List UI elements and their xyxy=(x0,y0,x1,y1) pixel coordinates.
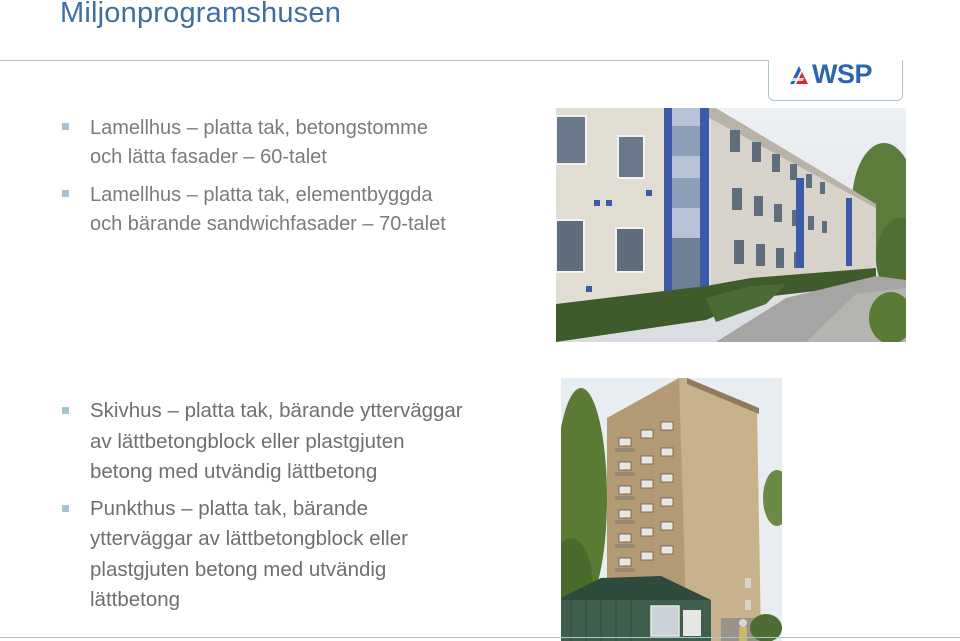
bullet-line: ytterväggar av lättbetongblock eller xyxy=(90,527,408,550)
bullet-line: av lättbetongblock eller plastgjuten xyxy=(90,429,405,453)
bullet-line: Punkthus – platta tak, bärande xyxy=(90,496,369,520)
bullet-square-icon xyxy=(62,407,69,414)
bottom-bullet-list xyxy=(62,396,463,622)
top-bullet-list xyxy=(62,114,446,248)
bullet-line: och lätta fasader – 60-talet xyxy=(90,146,327,168)
bullet-line: Skivhus – platta tak, bärande ytterväggar xyxy=(90,399,463,422)
bullet-line: plastgjuten betong med utvändig xyxy=(90,557,387,581)
list-item xyxy=(62,396,463,488)
wsp-logo-icon xyxy=(788,64,810,86)
footer-divider xyxy=(0,637,960,638)
header-divider xyxy=(0,60,768,61)
bullet-line: Lamellhus – platta tak, elementbyggda xyxy=(90,184,433,206)
lamellhus-photo xyxy=(556,108,906,342)
logo-text: WSP xyxy=(812,59,873,89)
bullet-line: betong med utvändig lättbetong xyxy=(90,460,378,483)
bullet-square-icon xyxy=(62,190,69,197)
slide-title: Miljonprogramshusen xyxy=(60,0,342,29)
bullet-line: lättbetong xyxy=(90,588,181,611)
bullet-square-icon xyxy=(62,505,69,512)
bullet-line: Lamellhus – platta tak, betongstomme xyxy=(90,117,428,139)
list-item xyxy=(62,181,446,239)
wsp-logo xyxy=(768,60,903,101)
bullet-square-icon xyxy=(62,123,69,130)
punkthus-photo xyxy=(561,378,782,641)
bullet-line: och bärande sandwichfasader – 70-talet xyxy=(90,213,446,235)
list-item xyxy=(62,494,463,616)
list-item xyxy=(62,114,446,172)
